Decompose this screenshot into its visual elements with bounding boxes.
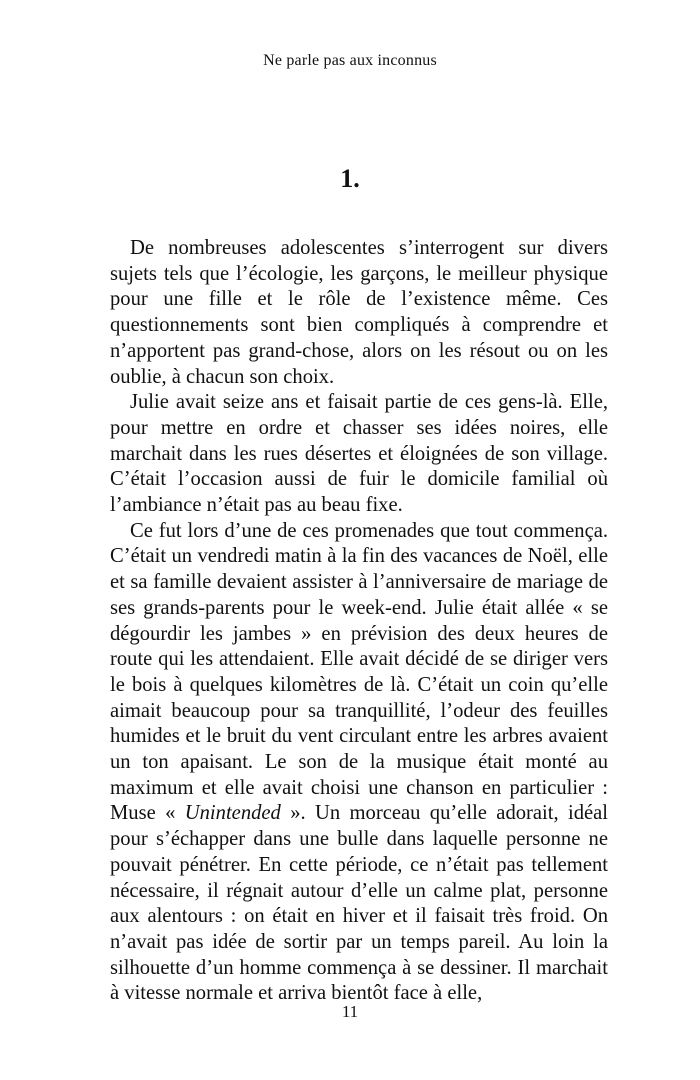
paragraph-2: Julie avait seize ans et faisait partie de ces gens-là. Elle, pour mettre en ordre et chasser ses idées noires, elle marchait dans les rues désertes et éloignées de son village. C’était l’occasion aussi de fuir le domicile familial où l’ambiance n’était pas au beau fixe. xyxy=(110,391,608,517)
page-number: 11 xyxy=(341,1002,359,1021)
paragraph-3-text-after-title: ». Un morceau qu’elle adorait, idéal pour s’échapper dans une bulle dans laquelle personne ne pouvait pénétrer. En cette période, ce n’était pas tellement nécessaire, il régnait autour d’elle un calme plat, personne aux alentours : on était en hiver et il faisait très froid. On n’avait pas idée de sortir par un temps pareil. Au loin la silhouette d’un homme commença à se dessiner. Il marchait à vitesse normale et arriva bientôt face à elle, xyxy=(110,802,608,1005)
chapter-title: 1. xyxy=(340,164,360,193)
song-title: Unintended xyxy=(184,802,281,825)
paragraph-3-text-before-title: Ce fut lors d’une de ces promenades que tout commença. C’était un vendredi matin à la fin des vacances de Noël, elle et sa famille devaient assister à l’anniversaire de mariage de ses grands-parents pour le week-end. Julie était allée « se dégourdir les jambes » en prévision des deux heures de route qui les attendaient. Elle avait décidé de se diriger vers le bois à quelques kilomètres de là. C’était un coin qu’elle aimait beaucoup pour sa tranquillité, l’odeur des feuilles humides et le bruit du vent circulant entre les arbres avaient un ton apaisant. Le son de la musique était monté au maximum et elle avait choisi une chanson en particulier : Muse « xyxy=(110,519,608,825)
paragraph-1: De nombreuses adolescentes s’interrogent sur divers sujets tels que l’écologie, les garçons, le meilleur physique pour une fille et le rôle de l’existence même. Ces questionnements sont bien compliqués à comprendre et n’apportent pas grand-chose, alors on les résout ou on les oublie, à chacun son choix. xyxy=(110,237,608,388)
running-header: Ne parle pas aux inconnus xyxy=(263,52,437,69)
paragraph-3 xyxy=(110,519,608,1007)
body-text xyxy=(110,236,608,1007)
